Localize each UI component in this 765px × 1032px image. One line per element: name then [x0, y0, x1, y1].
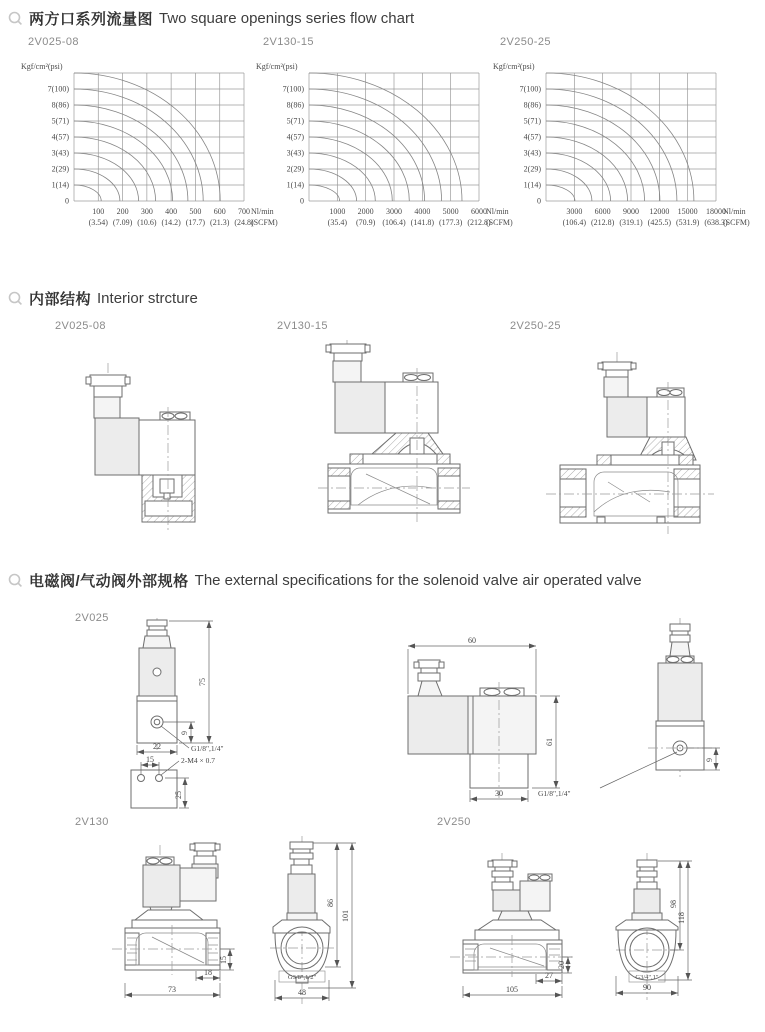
chart-model-label: 2V025-08 [28, 36, 79, 48]
dim-v130-port-inset: 18 [204, 968, 212, 977]
svg-text:700: 700 [238, 207, 250, 216]
external-model-label-2v130: 2V130 [75, 816, 109, 828]
dim-v025-side-height: 61 [545, 738, 554, 746]
dim-v250-port-height: 20 [557, 961, 566, 969]
svg-text:(212.8): (212.8) [591, 218, 615, 227]
svg-text:(638.3): (638.3) [704, 218, 728, 227]
magnifier-icon [8, 573, 23, 588]
svg-text:(SCFM): (SCFM) [251, 218, 278, 227]
dim-v025-bottom-width: 30 [495, 789, 503, 798]
svg-text:(106.4): (106.4) [562, 218, 586, 227]
svg-text:3(43): 3(43) [51, 148, 69, 158]
svg-text:1000: 1000 [329, 207, 346, 216]
dim-v025-end-port-offset: 9 [705, 758, 714, 762]
dim-v130-coil-height: 86 [326, 899, 335, 907]
dimension-drawing-2v250-end [612, 828, 765, 1032]
dim-v025-width: 22 [153, 742, 161, 751]
dim-v250-body-width: 105 [506, 985, 518, 994]
svg-text:(141.8): (141.8) [410, 218, 434, 227]
dim-v025-plate-height: 25 [174, 791, 183, 799]
chart-model-label: 2V130-15 [263, 36, 314, 48]
dimension-drawing-2v025-end [530, 618, 765, 818]
magnifier-icon [8, 11, 23, 26]
svg-text:200: 200 [116, 207, 129, 216]
dim-v250-end-width: 90 [643, 983, 651, 992]
svg-text:1(14): 1(14) [523, 180, 541, 190]
svg-text:5(71): 5(71) [286, 116, 304, 126]
svg-text:2(29): 2(29) [523, 164, 541, 174]
svg-text:(531.9): (531.9) [676, 218, 700, 227]
svg-text:15000: 15000 [677, 207, 698, 216]
svg-text:(35.4): (35.4) [327, 218, 347, 227]
svg-text:0: 0 [300, 196, 304, 206]
dim-v130-end-width: 48 [298, 988, 306, 997]
svg-text:(177.3): (177.3) [439, 218, 463, 227]
dimension-drawing-2v130-end [262, 828, 387, 1032]
section-interior-title-en: Interior strcture [97, 290, 198, 307]
svg-text:12000: 12000 [649, 207, 670, 216]
svg-text:4000: 4000 [414, 207, 431, 216]
svg-text:9000: 9000 [623, 207, 639, 216]
dim-v250-port-label: G3/4",1" [635, 974, 659, 981]
svg-text:1(14): 1(14) [286, 180, 304, 190]
section-external-title-en: The external specifications for the solenoid valve air operated valve [194, 572, 642, 589]
svg-text:Nl/min: Nl/min [251, 207, 274, 216]
svg-text:4(57): 4(57) [523, 132, 541, 142]
section-flow-title-zh: 两方口系列流量图 [29, 11, 154, 28]
flow-chart-block-2v025-08 [18, 36, 286, 234]
svg-text:300: 300 [140, 207, 153, 216]
chart-model-label: 2V250-25 [500, 36, 551, 48]
dim-v130-total-height: 101 [341, 910, 350, 922]
svg-text:7(100): 7(100) [282, 84, 304, 94]
svg-text:5(71): 5(71) [523, 116, 541, 126]
svg-text:600: 600 [213, 207, 226, 216]
svg-text:2000: 2000 [357, 207, 374, 216]
dim-v025-port-label: G1/8",1/4" [191, 744, 224, 753]
svg-text:(212.8): (212.8) [467, 218, 491, 227]
svg-text:(7.09): (7.09) [112, 218, 133, 227]
dim-v250-total-height: 118 [677, 912, 686, 924]
svg-text:2(29): 2(29) [286, 164, 304, 174]
interior-model-label-2v025-08: 2V025-08 [55, 320, 106, 332]
svg-text:(106.4): (106.4) [382, 218, 406, 227]
svg-text:Kgf/cm²(psi): Kgf/cm²(psi) [256, 62, 298, 71]
svg-text:(425.5): (425.5) [647, 218, 671, 227]
external-model-label-2v025: 2V025 [75, 612, 109, 624]
dim-v025-port-offset: 9 [180, 731, 189, 735]
interior-diagram-2v025-08 [80, 355, 250, 555]
svg-text:5(71): 5(71) [51, 116, 69, 126]
section-flow-header [8, 8, 414, 29]
svg-text:6000: 6000 [594, 207, 611, 216]
magnifier-icon [8, 291, 23, 306]
svg-text:Nl/min: Nl/min [486, 207, 509, 216]
flow-chart-svg-2v130-15 [253, 59, 521, 234]
flow-chart-block-2v250-25 [490, 36, 758, 234]
section-external-title-zh: 电磁阀/气动阀外部规格 [29, 573, 189, 590]
interior-model-label-2v250-25: 2V250-25 [510, 320, 561, 332]
dim-v130-port-height: 15 [219, 956, 228, 964]
svg-text:500: 500 [189, 207, 202, 216]
section-interior-header [8, 288, 198, 309]
svg-text:Kgf/cm²(psi): Kgf/cm²(psi) [21, 62, 63, 71]
svg-text:400: 400 [165, 207, 178, 216]
svg-text:0: 0 [537, 196, 541, 206]
svg-text:1(14): 1(14) [51, 180, 69, 190]
svg-text:7(100): 7(100) [47, 84, 69, 94]
svg-text:(14.2): (14.2) [161, 218, 181, 227]
flow-chart-svg-2v250-25 [490, 59, 758, 234]
svg-text:(319.1): (319.1) [619, 218, 643, 227]
svg-text:(SCFM): (SCFM) [723, 218, 750, 227]
svg-text:(3.54): (3.54) [88, 218, 108, 227]
section-external-header [8, 570, 642, 591]
svg-text:2(29): 2(29) [51, 164, 69, 174]
svg-text:Nl/min: Nl/min [723, 207, 746, 216]
svg-text:6000: 6000 [471, 207, 487, 216]
svg-text:5000: 5000 [442, 207, 459, 216]
svg-text:(17.7): (17.7) [185, 218, 206, 227]
svg-text:(24.8): (24.8) [234, 218, 254, 227]
svg-text:(SCFM): (SCFM) [486, 218, 513, 227]
dim-v250-port-inset: 27 [545, 971, 553, 980]
section-flow-title-en: Two square openings series flow chart [159, 10, 415, 27]
svg-text:100: 100 [92, 207, 105, 216]
interior-diagram-2v130-15 [318, 340, 518, 555]
dim-v130-body-width: 73 [168, 985, 176, 994]
svg-text:3(43): 3(43) [523, 148, 541, 158]
section-interior-title-zh: 内部结构 [29, 291, 92, 308]
dim-v250-coil-height: 98 [669, 900, 678, 908]
svg-text:(70.9): (70.9) [356, 218, 376, 227]
svg-text:3000: 3000 [386, 207, 402, 216]
svg-text:4(57): 4(57) [51, 132, 69, 142]
svg-text:(10.6): (10.6) [137, 218, 157, 227]
svg-text:(21.3): (21.3) [210, 218, 230, 227]
dim-v025-hole-spacing: 15 [146, 755, 154, 764]
external-model-label-2v250: 2V250 [437, 816, 471, 828]
svg-text:0: 0 [65, 196, 69, 206]
svg-text:8(86): 8(86) [523, 100, 541, 110]
svg-text:18000: 18000 [706, 207, 726, 216]
dim-v025-end-port-label: G1/8",1/4" [538, 789, 571, 798]
dim-v025-top-width: 60 [468, 636, 476, 645]
svg-text:Kgf/cm²(psi): Kgf/cm²(psi) [493, 62, 535, 71]
dimension-drawing-2v025-front [95, 618, 255, 818]
svg-text:4(57): 4(57) [286, 132, 304, 142]
svg-text:7(100): 7(100) [519, 84, 541, 94]
svg-text:3000: 3000 [566, 207, 583, 216]
svg-text:3(43): 3(43) [286, 148, 304, 158]
flow-chart-block-2v130-15 [253, 36, 521, 234]
dim-v130-port-label: G3/8",1/2" [287, 974, 317, 981]
flow-chart-svg-2v025-08 [18, 59, 286, 234]
svg-text:8(86): 8(86) [286, 100, 304, 110]
dim-v025-height: 75 [198, 678, 207, 686]
interior-model-label-2v130-15: 2V130-15 [277, 320, 328, 332]
svg-text:8(86): 8(86) [51, 100, 69, 110]
dim-v025-thread: 2-M4 × 0.7 [181, 756, 216, 765]
interior-diagram-2v250-25 [538, 344, 765, 554]
